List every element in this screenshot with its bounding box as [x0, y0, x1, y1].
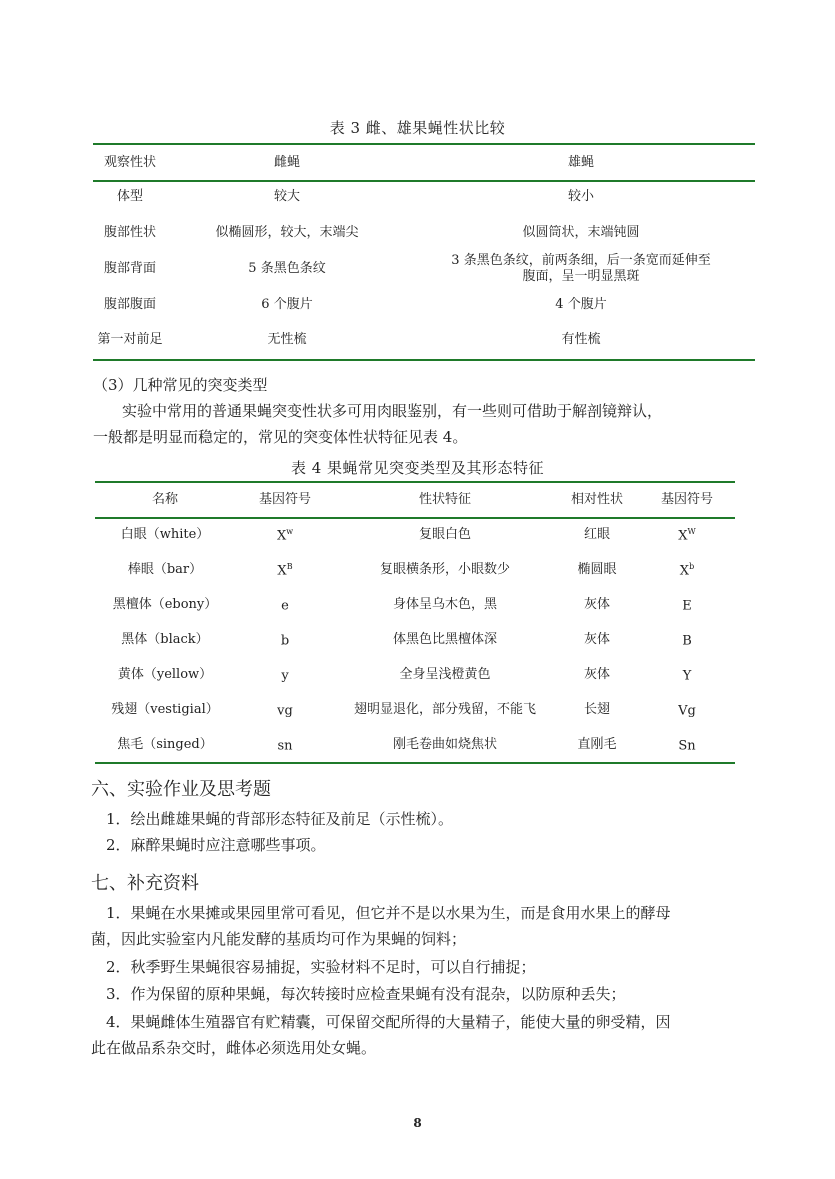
table-cell: 6 个腹片	[261, 297, 313, 312]
paragraph-line: 1．果蝇在水果摊或果园里常可看见，但它并不是以水果为生，而是食用水果上的酵母	[106, 904, 671, 922]
table3-header-cell: 雌蝇	[273, 154, 300, 170]
superscript: b	[689, 562, 695, 572]
table-cell	[639, 517, 735, 552]
table-cell	[335, 517, 555, 552]
subsection-heading: （3）几种常见的突变类型	[93, 376, 268, 394]
table4-caption: 表 4 果蝇常见突变类型及其形态特征	[290, 459, 545, 477]
table3	[93, 146, 755, 357]
table-cell	[555, 657, 639, 692]
table-cell	[555, 517, 639, 552]
cell-text: X	[276, 528, 287, 544]
table-cell	[235, 692, 335, 727]
table-row	[95, 727, 735, 762]
superscript: W	[687, 527, 696, 537]
cell-text: 白眼（white）	[120, 526, 210, 542]
table-row	[93, 179, 755, 215]
table-cell	[235, 552, 335, 587]
table3-header-cell: 观察性状	[103, 154, 156, 170]
cell-text: X	[678, 528, 688, 544]
section-heading: 六、实验作业及思考题	[91, 779, 271, 800]
table-cell	[335, 552, 555, 587]
cell-text: 体黑色比黑檀体深	[392, 631, 497, 647]
table-cell	[639, 622, 735, 657]
table-cell: 较小	[567, 189, 594, 204]
table4-header-cell: 性状特征	[418, 492, 471, 507]
table-cell: 较大	[273, 189, 300, 204]
table-cell	[639, 552, 735, 587]
table-cell: 4 个腹片	[555, 297, 607, 312]
table4-header-cell: 基因符号	[258, 492, 311, 507]
table-cell	[335, 587, 555, 622]
table-cell	[335, 727, 555, 762]
table-row	[95, 587, 735, 622]
cell-text: 翅明显退化，部分残留，不能飞	[353, 701, 536, 717]
table4	[95, 483, 735, 762]
table-row	[95, 692, 735, 727]
cell-text: 黑体（black）	[121, 631, 209, 647]
table3-bottom-rule	[93, 359, 755, 361]
table-row	[95, 657, 735, 692]
table-cell	[335, 622, 555, 657]
paragraph-line: 3．作为保留的原种果蝇，每次转接时应检查果蝇有没有混杂，以防原种丢失；	[106, 985, 626, 1003]
table-row	[95, 517, 735, 552]
table3-header-cell: 雄蝇	[567, 154, 594, 170]
table-cell	[95, 622, 235, 657]
table-cell: 无性梳	[267, 332, 307, 347]
paragraph-line: 实验中常用的普通果蝇突变性状多可用肉眼鉴别，有一些则可借助于解剖镜辩认，	[122, 402, 663, 420]
table4-header-cell: 名称	[151, 492, 178, 507]
table-cell	[555, 692, 639, 727]
table-cell: 腹部腹面	[103, 297, 156, 312]
table-cell	[95, 727, 235, 762]
cell-text: Vg	[678, 703, 696, 719]
table-cell	[95, 552, 235, 587]
cell-text: X	[277, 563, 287, 579]
table-cell	[235, 587, 335, 622]
cell-text: 全身呈浅橙黄色	[399, 666, 491, 682]
cell-text: vg	[277, 703, 293, 719]
cell-text: X	[679, 563, 690, 579]
table-cell	[95, 517, 235, 552]
table4-header-row	[95, 483, 735, 517]
table-cell	[95, 692, 235, 727]
table-cell	[639, 692, 735, 727]
page-number: 8	[413, 1116, 422, 1130]
cell-text: 直刚毛	[577, 736, 617, 752]
cell-text: 复眼横条形，小眼数少	[379, 561, 510, 577]
table-row	[93, 215, 755, 251]
paragraph-line: 2．秋季野生果蝇很容易捕捉，实验材料不足时，可以自行捕捉；	[106, 958, 536, 976]
list-item: 1．绘出雌雄果蝇的背部形态特征及前足（示性梳）。	[106, 810, 454, 828]
table4-bottom-rule	[95, 762, 735, 764]
cell-text: 灰体	[583, 631, 610, 647]
cell-text: y	[281, 668, 289, 684]
table-row	[93, 323, 755, 357]
cell-text: 黑檀体（ebony）	[112, 596, 218, 612]
cell-text: 复眼白色	[418, 526, 471, 542]
cell-text: E	[682, 598, 692, 614]
cell-text: e	[281, 598, 289, 614]
table-cell	[95, 657, 235, 692]
table-cell	[335, 657, 555, 692]
cell-text: b	[280, 633, 290, 649]
cell-text: 残翅（vestigial）	[111, 701, 219, 717]
table-cell	[555, 587, 639, 622]
table-row	[95, 552, 735, 587]
table3-top-rule	[93, 143, 755, 145]
cell-text: 刚毛卷曲如烧焦状	[392, 736, 497, 752]
cell-text: 灰体	[583, 666, 610, 682]
table-cell: 3 条黑色条纹，前两条细，后一条宽而延伸至腹面，呈一明显黑斑	[451, 253, 711, 284]
table-cell	[235, 657, 335, 692]
superscript: B	[286, 562, 293, 572]
paragraph-line: 4．果蝇雌体生殖器官有贮精囊，可保留交配所得的大量精子，能使大量的卵受精，因	[106, 1013, 671, 1031]
paragraph-line: 此在做品系杂交时，雌体必须选用处女蝇。	[91, 1039, 377, 1057]
paragraph-line: 菌，因此实验室内凡能发酵的基质均可作为果蝇的饲料；	[91, 930, 467, 948]
table-cell	[639, 657, 735, 692]
cell-text: 灰体	[583, 596, 610, 612]
table-cell: 腹部性状	[103, 225, 156, 240]
cell-text: 焦毛（singed）	[117, 736, 213, 752]
table-cell	[235, 517, 335, 552]
cell-text: Sn	[678, 738, 696, 754]
table-cell	[235, 622, 335, 657]
table-row	[93, 287, 755, 323]
cell-text: Y	[682, 668, 692, 684]
cell-text: sn	[277, 738, 293, 754]
table-cell: 腹部背面	[103, 261, 156, 276]
table-cell: 体型	[116, 189, 143, 204]
table-cell: 有性梳	[561, 332, 601, 347]
cell-text: 棒眼（bar）	[127, 561, 203, 577]
table-row	[93, 251, 755, 287]
table-cell	[335, 692, 555, 727]
table-cell	[555, 622, 639, 657]
cell-text: 长翅	[583, 701, 610, 717]
table-cell	[235, 727, 335, 762]
cell-text: 身体呈乌木色，黑	[392, 596, 497, 612]
table-row	[95, 622, 735, 657]
table4-header-cell: 基因符号	[660, 492, 713, 507]
table-cell	[639, 587, 735, 622]
cell-text: 黄体（yellow）	[117, 666, 213, 682]
table-cell: 似椭圆形，较大，末端尖	[215, 225, 359, 240]
cell-text: 椭圆眼	[577, 561, 617, 577]
table3-caption: 表 3 雌、雄果蝇性状比较	[329, 119, 506, 137]
table3-header-row	[93, 146, 755, 179]
section-heading: 七、补充资料	[91, 873, 199, 894]
cell-text: 红眼	[583, 526, 610, 542]
table-cell: 似圆筒状，末端钝圆	[522, 225, 640, 240]
table-cell	[555, 727, 639, 762]
cell-text: B	[682, 633, 692, 649]
superscript: w	[286, 527, 294, 537]
list-item: 2．麻醉果蝇时应注意哪些事项。	[106, 836, 326, 854]
table-cell	[95, 587, 235, 622]
table-cell: 第一对前足	[97, 332, 163, 347]
table-cell	[639, 727, 735, 762]
paragraph-line: 一般都是明显而稳定的，常见的突变体性状特征见表 4。	[93, 428, 468, 446]
table-cell	[555, 552, 639, 587]
table4-header-cell: 相对性状	[570, 492, 623, 507]
table-cell: 5 条黑色条纹	[248, 261, 326, 276]
